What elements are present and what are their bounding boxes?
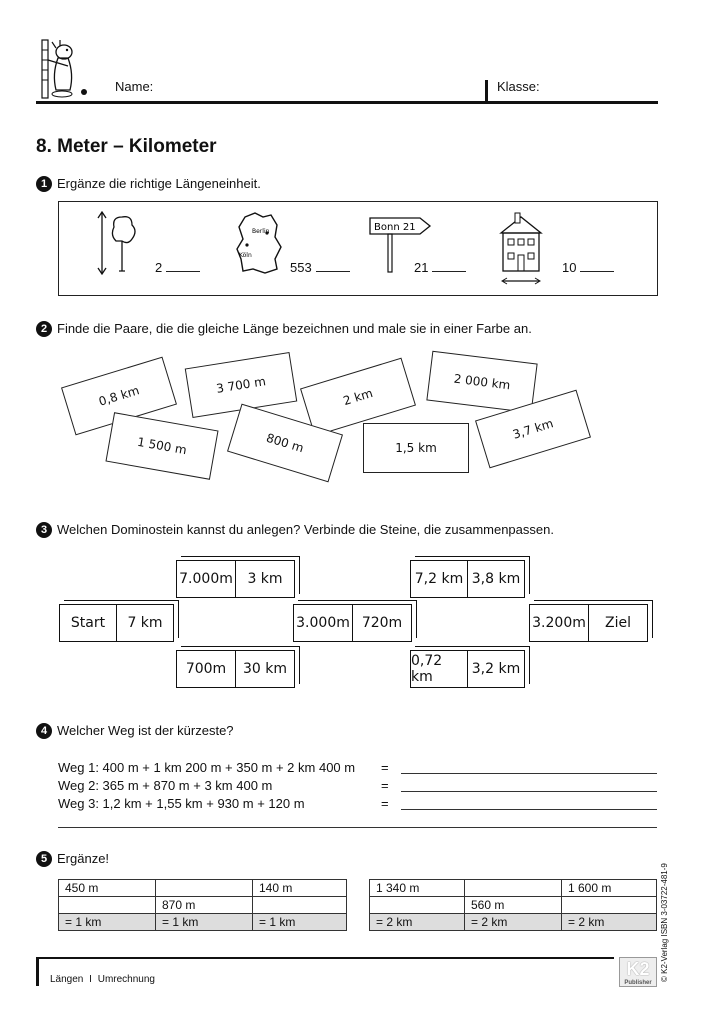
- footer-divider: [36, 958, 39, 986]
- domino-tile[interactable]: [529, 604, 648, 642]
- answer-line-4[interactable]: [58, 827, 657, 828]
- equals-sign: =: [381, 760, 389, 775]
- footer-line: [36, 957, 614, 959]
- domino-left: 700m: [185, 661, 227, 677]
- table-cell[interactable]: [370, 897, 465, 914]
- domino-tile[interactable]: [410, 650, 525, 688]
- table-cell[interactable]: [59, 897, 156, 914]
- table-cell[interactable]: 560 m: [465, 897, 562, 914]
- task1-answer-2[interactable]: 553: [290, 260, 350, 275]
- task5-instruction: Ergänze!: [57, 851, 110, 866]
- footer-separator: I: [89, 974, 92, 985]
- length-card[interactable]: 3 700 m: [185, 352, 298, 418]
- domino-right: 7 km: [116, 605, 173, 641]
- header-line: [36, 101, 658, 104]
- domino-tile[interactable]: [176, 560, 295, 598]
- footer-topic: [50, 974, 155, 985]
- footer-topic-sub: Umrechnung: [97, 974, 155, 985]
- domino-right: 720m: [352, 605, 411, 641]
- task-number: 5: [36, 851, 52, 867]
- table-cell[interactable]: 870 m: [156, 897, 253, 914]
- length-card[interactable]: 1,5 km: [363, 423, 469, 473]
- page-title: 8. Meter – Kilometer: [36, 136, 217, 157]
- length-card[interactable]: 3,7 km: [475, 390, 591, 469]
- answer-line-1[interactable]: [401, 773, 657, 774]
- task4-instruction: Welcher Weg ist der kürzeste?: [57, 723, 234, 738]
- table-result: = 1 km: [59, 914, 156, 931]
- table-result: = 2 km: [562, 914, 657, 931]
- task-number: 2: [36, 321, 52, 337]
- equals-sign: =: [381, 796, 389, 811]
- domino-left: 3.000m: [296, 615, 350, 631]
- domino-tile[interactable]: [59, 604, 174, 642]
- answer-line-2[interactable]: [401, 791, 657, 792]
- task1-answer-4[interactable]: 10: [562, 260, 614, 275]
- length-card[interactable]: 1 500 m: [105, 412, 218, 480]
- table-result: = 1 km: [156, 914, 253, 931]
- sign-text: Bonn 21: [374, 222, 416, 233]
- table-cell[interactable]: 1 600 m: [562, 880, 657, 897]
- domino-left: Start: [70, 615, 106, 631]
- way-1: Weg 1: 400 m + 1 km 200 m + 350 m + 2 km 400 m: [58, 760, 356, 775]
- domino-left: 7,2 km: [414, 571, 464, 587]
- germany-map-icon: [235, 211, 283, 275]
- map-label-berlin: Berlin: [252, 228, 270, 235]
- way-3: Weg 3: 1,2 km + 1,55 km + 930 m + 120 m: [58, 796, 305, 811]
- table-cell[interactable]: [562, 897, 657, 914]
- task-number: 4: [36, 723, 52, 739]
- map-label-koeln: Köln: [239, 252, 252, 259]
- table-cell[interactable]: 140 m: [253, 880, 347, 897]
- publisher-logo: [619, 957, 657, 987]
- table-cell[interactable]: [156, 880, 253, 897]
- domino-right: Ziel: [588, 605, 647, 641]
- sum-table-2km: [369, 879, 657, 931]
- length-card[interactable]: 0,8 km: [61, 357, 177, 436]
- table-result: = 1 km: [253, 914, 347, 931]
- task1-answer-3[interactable]: 21: [414, 260, 466, 275]
- mascot-icon: [38, 38, 94, 100]
- domino-right: 3,8 km: [467, 561, 524, 597]
- domino-tile[interactable]: [293, 604, 412, 642]
- class-label: Klasse:: [497, 79, 540, 94]
- class-divider: [485, 80, 488, 102]
- domino-left: 7.000m: [179, 571, 233, 587]
- table-cell[interactable]: [465, 880, 562, 897]
- footer-topic-main: Längen: [50, 974, 84, 985]
- domino-right: 30 km: [235, 651, 294, 687]
- table-result: = 2 km: [370, 914, 465, 931]
- logo-subtext: Publisher: [624, 980, 652, 986]
- sum-table-1km: [58, 879, 347, 931]
- answer-line-3[interactable]: [401, 809, 657, 810]
- way-2: Weg 2: 365 m + 870 m + 3 km 400 m: [58, 778, 273, 793]
- task1-answer-1[interactable]: 2: [155, 260, 200, 275]
- equals-sign: =: [381, 778, 389, 793]
- house-icon: [497, 211, 549, 287]
- domino-left: 3.200m: [532, 615, 586, 631]
- task1-box: [58, 201, 658, 296]
- task2-instruction: Finde die Paare, die die gleiche Länge bezeichnen und male sie in einer Farbe an.: [57, 321, 532, 336]
- domino-tile[interactable]: [410, 560, 525, 598]
- length-card[interactable]: 2 000 km: [426, 351, 537, 414]
- table-cell[interactable]: 450 m: [59, 880, 156, 897]
- table-cell[interactable]: 1 340 m: [370, 880, 465, 897]
- name-label: Name:: [115, 79, 154, 94]
- task-number: 1: [36, 176, 52, 192]
- table-result: = 2 km: [465, 914, 562, 931]
- copyright-text: © K2-Verlag ISBN 3-03722-481-9: [660, 863, 669, 982]
- length-card[interactable]: 800 m: [227, 404, 343, 483]
- logo-text: K2: [626, 959, 650, 979]
- task3-instruction: Welchen Dominostein kannst du anlegen? Verbinde die Steine, die zusammenpassen.: [57, 522, 554, 537]
- table-cell[interactable]: [253, 897, 347, 914]
- domino-right: 3 km: [235, 561, 294, 597]
- task-number: 3: [36, 522, 52, 538]
- task1-instruction: Ergänze die richtige Längeneinheit.: [57, 176, 261, 191]
- domino-tile[interactable]: [176, 650, 295, 688]
- length-card[interactable]: 2 km: [300, 358, 416, 437]
- tree-icon: [94, 211, 144, 275]
- domino-right: 3,2 km: [467, 651, 524, 687]
- domino-left: 0,72 km: [411, 653, 443, 685]
